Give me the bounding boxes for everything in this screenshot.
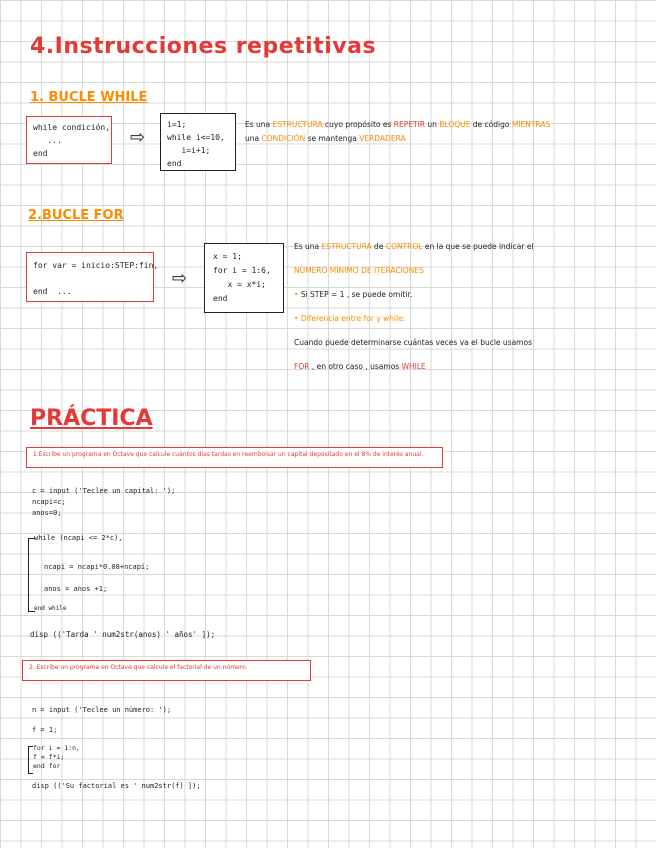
- bullet-text: Diferencia entre for y while:: [300, 314, 406, 323]
- while-syntax-line: while condición,: [33, 123, 111, 132]
- bullet-text: Si STEP = 1 , se puede omitir.: [300, 290, 413, 299]
- for-desc-line-4: Cuando puede determinarse cuántas veces va el bucle usamos: [294, 338, 532, 347]
- practica-heading: PRÁCTICA: [30, 406, 153, 431]
- desc-keyword: CONTROL: [385, 242, 423, 251]
- code-line: anos=0;: [32, 509, 62, 517]
- code-line: f = f*i;: [33, 753, 65, 761]
- for-syntax-line: end ...: [33, 287, 72, 296]
- desc-keyword: MIENTRAS: [511, 120, 551, 129]
- code-line: ncapi = ncapi*0.08+ncapi;: [44, 563, 150, 571]
- for-example-line: x = 1;: [213, 252, 242, 261]
- while-example-code: [161, 114, 235, 174]
- for-syntax-line: for var = inicio:STEP:fin,: [33, 261, 159, 270]
- for-example-line: x = x*i;: [213, 280, 266, 289]
- desc-keyword: VERDADERA: [359, 134, 406, 143]
- for-desc-line-5: [294, 355, 634, 379]
- for-example-line: end: [213, 294, 228, 303]
- for-example-code: [205, 244, 283, 312]
- desc-keyword: BLOQUE: [439, 120, 471, 129]
- code-line: end for: [33, 762, 61, 770]
- exercise-1-loop-body: [44, 556, 149, 600]
- for-syntax-box: [26, 252, 159, 302]
- desc-text: , en otro caso , usamos: [309, 362, 402, 371]
- for-description: [294, 235, 634, 379]
- while-syntax-code: [27, 117, 111, 164]
- arrow-icon: ⇨: [172, 268, 188, 289]
- arrow-icon: ⇨: [130, 127, 146, 148]
- desc-text: de: [371, 242, 386, 251]
- while-example-line: end: [167, 159, 182, 168]
- code-line: c = input ('Teclee un capital: ');: [32, 487, 176, 495]
- for-example-box: [204, 243, 284, 313]
- while-example-line: while i<=10,: [167, 133, 225, 142]
- while-example-box: [160, 113, 236, 171]
- exercise-1-disp: disp (('Tarda ' num2str(anos) ' años' ]);: [30, 630, 216, 639]
- code-line: n = input ('Teclee un número: ');: [32, 706, 172, 714]
- while-heading: 1. BUCLE WHILE: [30, 90, 148, 105]
- code-line: f = 1;: [32, 726, 58, 734]
- while-example-line: i=i+1;: [167, 146, 211, 155]
- for-example-line: for i = 1:6,: [213, 266, 271, 275]
- while-example-line: i=1;: [167, 120, 187, 129]
- code-line: ncapi=c;: [32, 498, 66, 506]
- for-desc-line-2: NÚMERO MÍNIMO DE ITERACIONES: [294, 266, 424, 275]
- page-title: 4.Instrucciones repetitivas: [30, 34, 377, 59]
- exercise-1-box: [26, 447, 443, 468]
- desc-keyword: ESTRUCTURA: [321, 242, 372, 251]
- while-description: [245, 118, 605, 146]
- desc-text: un: [425, 120, 440, 129]
- desc-text: una: [245, 134, 262, 143]
- exercise-2-label: 2. Escribe un programa en Octave que calcule el factorial de un número.: [29, 664, 248, 671]
- for-syntax-code: [27, 253, 159, 304]
- while-syntax-box: [26, 116, 112, 164]
- desc-text: de código: [470, 120, 512, 129]
- desc-keyword: WHILE: [401, 362, 426, 371]
- desc-text: Es una: [294, 242, 322, 251]
- while-syntax-line: end: [33, 149, 48, 158]
- desc-keyword: CONDICIÓN: [261, 134, 306, 143]
- for-heading: 2.BUCLE FOR: [28, 208, 124, 223]
- exercise-1-label: 1.Escribe un programa en Octave que calcule cuántos días tardas en reembolsar un capital depositado en el 8% de interés anual.: [33, 451, 424, 458]
- loop-bracket: [28, 538, 35, 612]
- for-desc-line-1: [294, 235, 634, 259]
- exercise-1-loop-end: end while: [34, 605, 67, 612]
- exercise-1-loop-head: while (ncapi <= 2*c),: [34, 534, 123, 542]
- desc-keyword: FOR: [294, 362, 310, 371]
- desc-text: cuyo propósito es: [322, 120, 394, 129]
- while-syntax-line: ...: [33, 136, 62, 145]
- desc-text: se mantenga: [305, 134, 360, 143]
- exercise-1-code: [32, 486, 175, 519]
- bullet-icon: •: [294, 314, 299, 323]
- exercise-2-box: [22, 660, 311, 681]
- exercise-2-loop: [33, 744, 80, 771]
- desc-text: en la que se puede indicar el: [422, 242, 534, 251]
- for-bullet-1: [294, 283, 634, 307]
- code-line: for i = 1:n,: [33, 744, 80, 752]
- desc-keyword: REPETIR: [393, 120, 425, 129]
- desc-text: Es una: [245, 120, 273, 129]
- bullet-icon: •: [294, 290, 299, 299]
- exercise-2-code: [32, 700, 171, 740]
- for-bullet-2: [294, 307, 634, 331]
- desc-keyword: ESTRUCTURA: [272, 120, 323, 129]
- exercise-2-disp: disp (('Su factorial es ' num2str(f) ]);: [32, 782, 201, 790]
- code-line: anos = anos +1;: [44, 585, 108, 593]
